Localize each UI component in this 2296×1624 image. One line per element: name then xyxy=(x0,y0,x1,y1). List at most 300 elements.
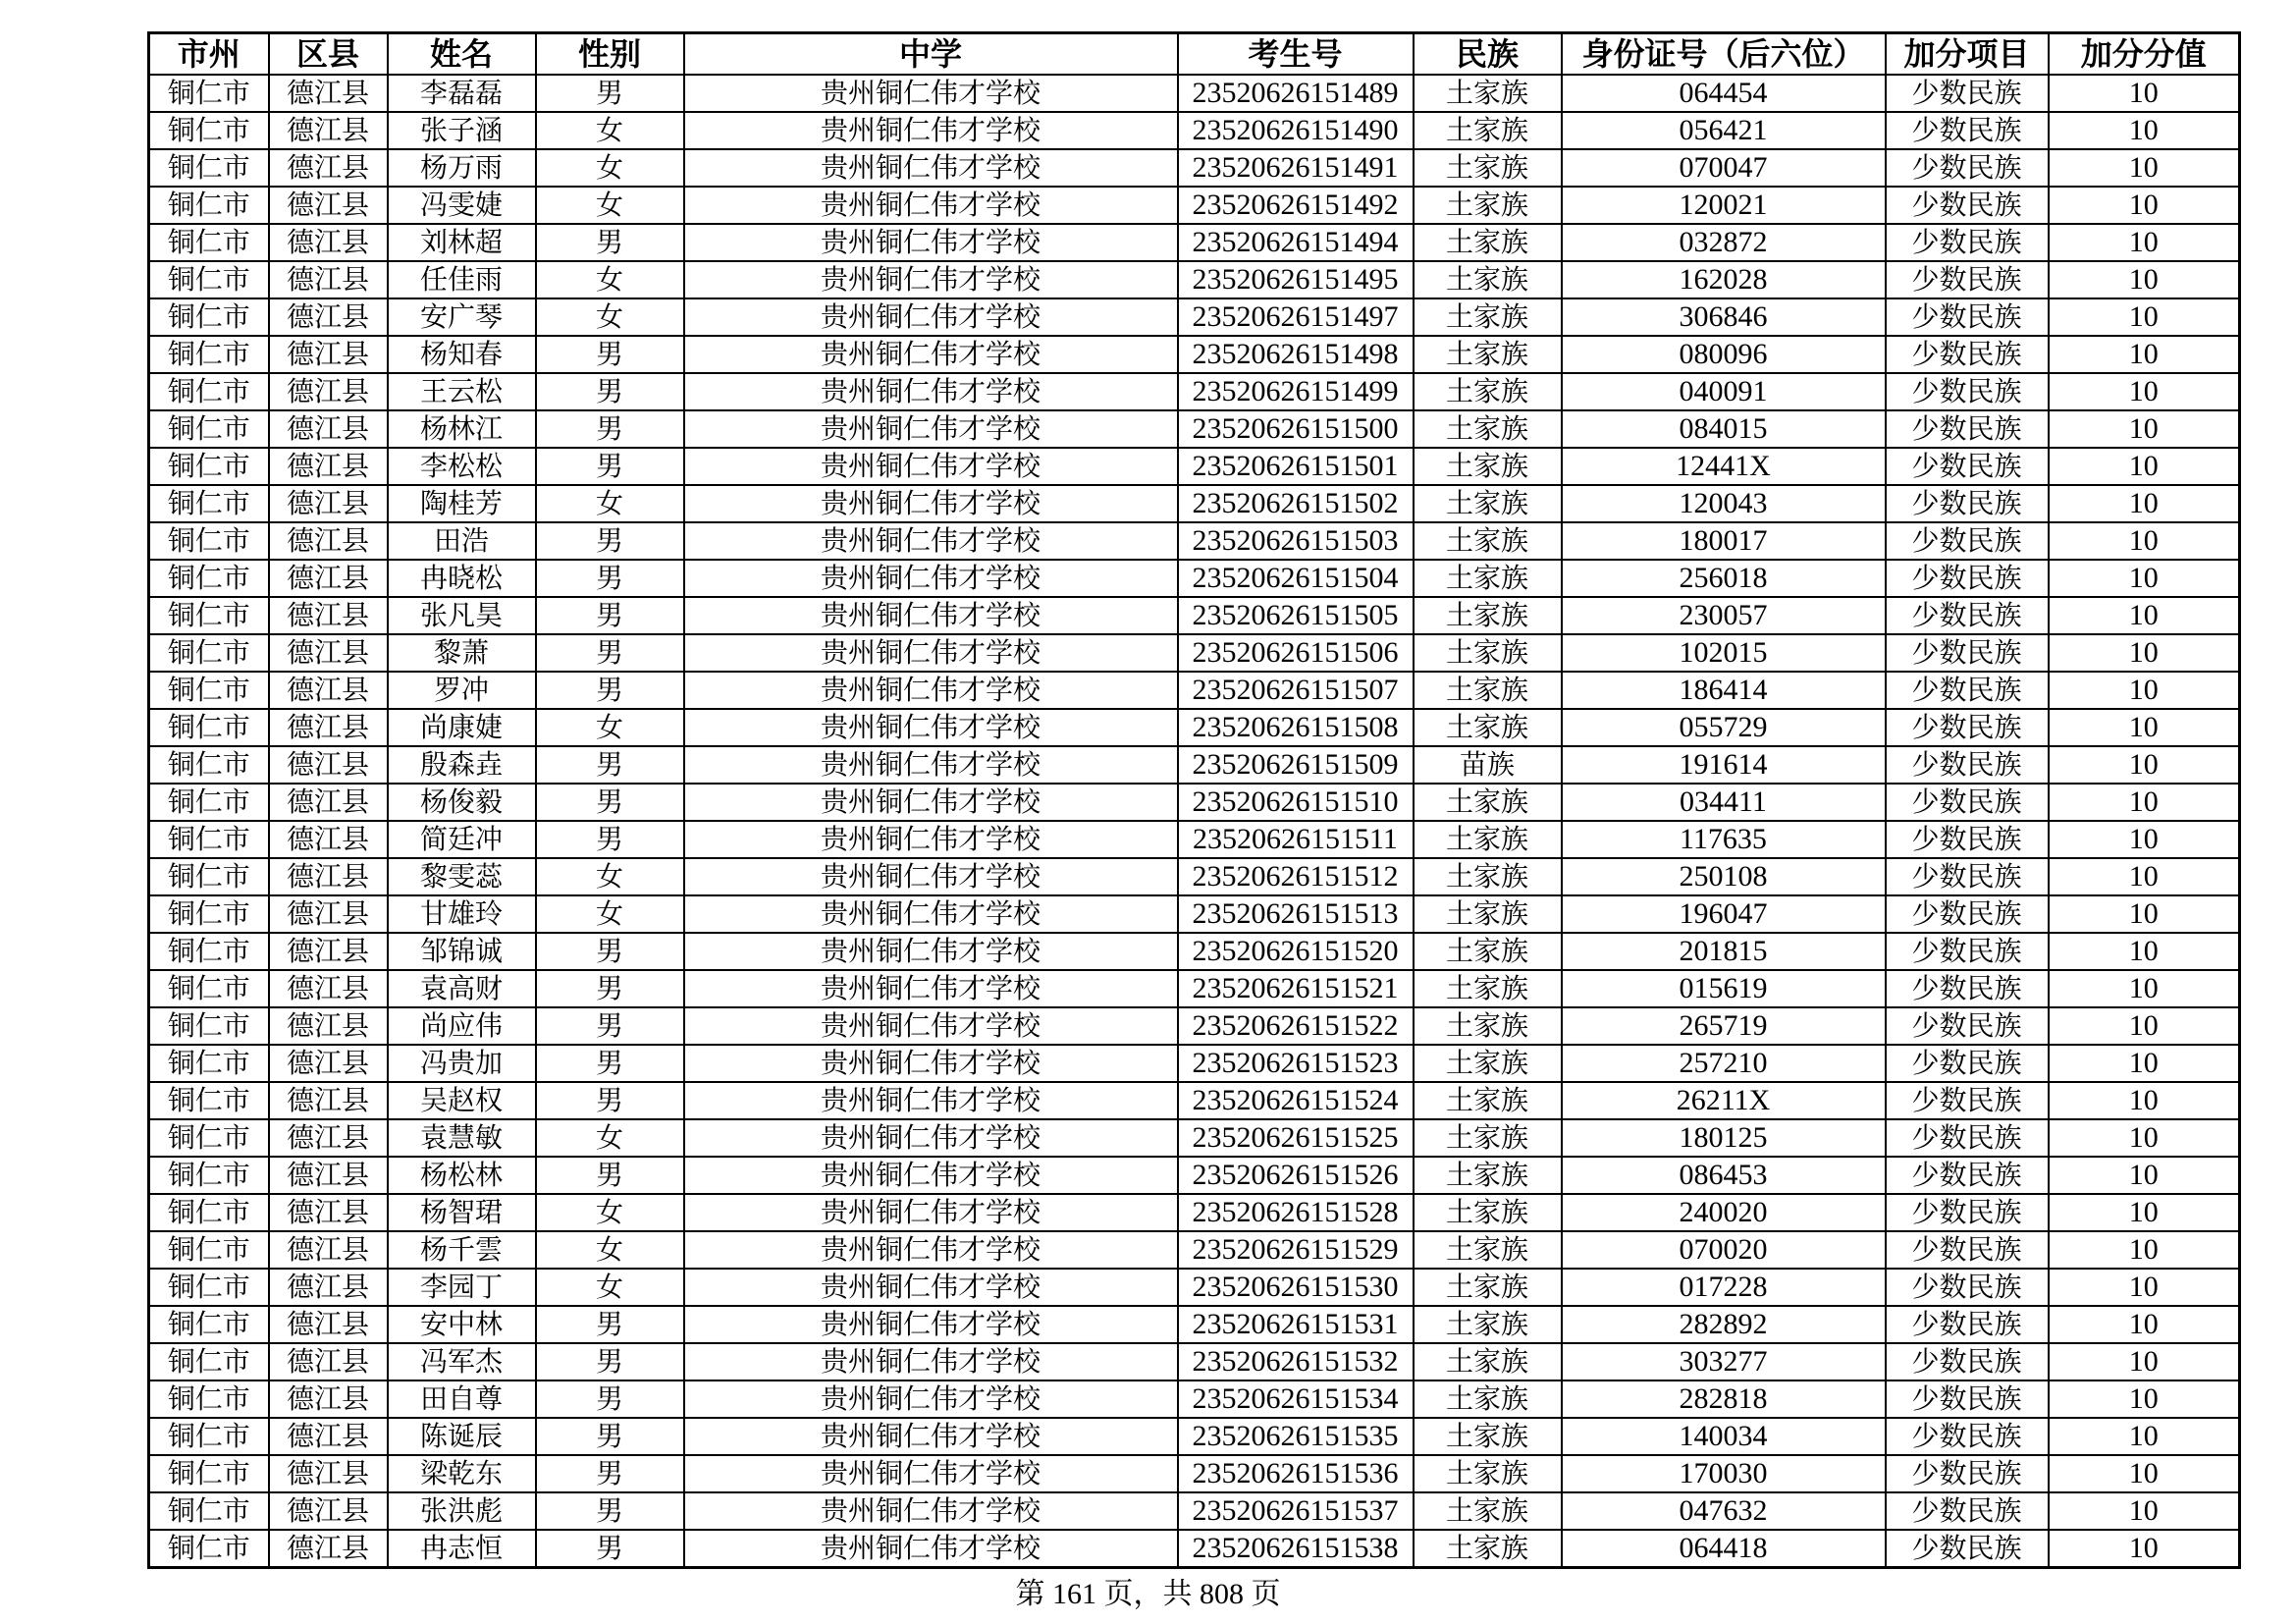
cell-school: 贵州铜仁伟才学校 xyxy=(684,895,1178,933)
cell-ethnicity: 土家族 xyxy=(1414,1455,1562,1492)
cell-school: 贵州铜仁伟才学校 xyxy=(684,1530,1178,1568)
cell-bonus-points: 10 xyxy=(2049,1045,2240,1082)
cell-bonus-item: 少数民族 xyxy=(1886,1343,2049,1380)
cell-exam-number: 23520626151538 xyxy=(1178,1530,1414,1568)
cell-ethnicity: 土家族 xyxy=(1414,1045,1562,1082)
cell-bonus-points: 10 xyxy=(2049,410,2240,448)
cell-school: 贵州铜仁伟才学校 xyxy=(684,672,1178,709)
cell-id-suffix: 180125 xyxy=(1562,1119,1886,1157)
cell-id-suffix: 040091 xyxy=(1562,373,1886,410)
cell-county: 德江县 xyxy=(269,112,388,149)
cell-county: 德江县 xyxy=(269,373,388,410)
cell-exam-number: 23520626151506 xyxy=(1178,634,1414,672)
cell-city: 铜仁市 xyxy=(149,560,269,597)
cell-school: 贵州铜仁伟才学校 xyxy=(684,1455,1178,1492)
cell-exam-number: 23520626151495 xyxy=(1178,261,1414,298)
cell-id-suffix: 257210 xyxy=(1562,1045,1886,1082)
cell-bonus-points: 10 xyxy=(2049,746,2240,784)
table-row xyxy=(149,821,2240,858)
cell-ethnicity: 土家族 xyxy=(1414,261,1562,298)
cell-county: 德江县 xyxy=(269,784,388,821)
cell-county: 德江县 xyxy=(269,970,388,1007)
cell-name: 尚应伟 xyxy=(388,1007,536,1045)
cell-exam-number: 23520626151489 xyxy=(1178,75,1414,112)
cell-exam-number: 23520626151504 xyxy=(1178,560,1414,597)
cell-county: 德江县 xyxy=(269,858,388,895)
cell-id-suffix: 306846 xyxy=(1562,298,1886,336)
table-row xyxy=(149,895,2240,933)
cell-exam-number: 23520626151507 xyxy=(1178,672,1414,709)
table-row xyxy=(149,224,2240,261)
cell-county: 德江县 xyxy=(269,1045,388,1082)
cell-bonus-points: 10 xyxy=(2049,448,2240,485)
cell-id-suffix: 064418 xyxy=(1562,1530,1886,1568)
cell-ethnicity: 土家族 xyxy=(1414,895,1562,933)
cell-id-suffix: 064454 xyxy=(1562,75,1886,112)
cell-county: 德江县 xyxy=(269,298,388,336)
cell-gender: 女 xyxy=(536,261,684,298)
cell-bonus-item: 少数民族 xyxy=(1886,261,2049,298)
cell-school: 贵州铜仁伟才学校 xyxy=(684,261,1178,298)
cell-school: 贵州铜仁伟才学校 xyxy=(684,1157,1178,1194)
table-row xyxy=(149,485,2240,522)
cell-county: 德江县 xyxy=(269,410,388,448)
cell-ethnicity: 土家族 xyxy=(1414,298,1562,336)
cell-ethnicity: 土家族 xyxy=(1414,410,1562,448)
cell-exam-number: 23520626151505 xyxy=(1178,597,1414,634)
cell-name: 安广琴 xyxy=(388,298,536,336)
cell-school: 贵州铜仁伟才学校 xyxy=(684,1007,1178,1045)
cell-city: 铜仁市 xyxy=(149,1231,269,1269)
cell-gender: 男 xyxy=(536,1455,684,1492)
cell-id-suffix: 032872 xyxy=(1562,224,1886,261)
cell-school: 贵州铜仁伟才学校 xyxy=(684,821,1178,858)
cell-bonus-item: 少数民族 xyxy=(1886,1530,2049,1568)
table-row xyxy=(149,112,2240,149)
cell-county: 德江县 xyxy=(269,709,388,746)
cell-id-suffix: 26211X xyxy=(1562,1082,1886,1119)
cell-bonus-points: 10 xyxy=(2049,933,2240,970)
cell-school: 贵州铜仁伟才学校 xyxy=(684,1082,1178,1119)
cell-gender: 男 xyxy=(536,672,684,709)
cell-name: 冯雯婕 xyxy=(388,187,536,224)
score-bonus-table xyxy=(147,31,2241,1569)
cell-gender: 男 xyxy=(536,1530,684,1568)
cell-bonus-points: 10 xyxy=(2049,75,2240,112)
cell-ethnicity: 土家族 xyxy=(1414,1269,1562,1306)
header-city: 市州 xyxy=(149,33,269,76)
current-page-number: 161 xyxy=(1052,1578,1096,1610)
cell-school: 贵州铜仁伟才学校 xyxy=(684,1269,1178,1306)
cell-county: 德江县 xyxy=(269,1380,388,1418)
cell-bonus-points: 10 xyxy=(2049,1194,2240,1231)
cell-name: 罗冲 xyxy=(388,672,536,709)
cell-id-suffix: 086453 xyxy=(1562,1157,1886,1194)
cell-bonus-points: 10 xyxy=(2049,298,2240,336)
cell-county: 德江县 xyxy=(269,1492,388,1530)
cell-county: 德江县 xyxy=(269,1269,388,1306)
cell-bonus-item: 少数民族 xyxy=(1886,672,2049,709)
cell-bonus-item: 少数民族 xyxy=(1886,1380,2049,1418)
cell-name: 冯军杰 xyxy=(388,1343,536,1380)
cell-bonus-item: 少数民族 xyxy=(1886,933,2049,970)
table-row xyxy=(149,298,2240,336)
cell-gender: 女 xyxy=(536,485,684,522)
cell-bonus-item: 少数民族 xyxy=(1886,746,2049,784)
cell-school: 贵州铜仁伟才学校 xyxy=(684,75,1178,112)
cell-name: 杨知春 xyxy=(388,336,536,373)
table-row xyxy=(149,784,2240,821)
cell-exam-number: 23520626151511 xyxy=(1178,821,1414,858)
cell-name: 李园丁 xyxy=(388,1269,536,1306)
cell-city: 铜仁市 xyxy=(149,75,269,112)
cell-city: 铜仁市 xyxy=(149,1045,269,1082)
cell-name: 杨俊毅 xyxy=(388,784,536,821)
cell-city: 铜仁市 xyxy=(149,821,269,858)
cell-exam-number: 23520626151535 xyxy=(1178,1418,1414,1455)
cell-bonus-points: 10 xyxy=(2049,1380,2240,1418)
cell-bonus-points: 10 xyxy=(2049,970,2240,1007)
table-row xyxy=(149,149,2240,187)
cell-exam-number: 23520626151503 xyxy=(1178,522,1414,560)
cell-bonus-points: 10 xyxy=(2049,187,2240,224)
cell-gender: 男 xyxy=(536,933,684,970)
cell-name: 刘林超 xyxy=(388,224,536,261)
cell-bonus-points: 10 xyxy=(2049,224,2240,261)
cell-ethnicity: 土家族 xyxy=(1414,1231,1562,1269)
cell-county: 德江县 xyxy=(269,187,388,224)
cell-ethnicity: 土家族 xyxy=(1414,373,1562,410)
cell-gender: 女 xyxy=(536,709,684,746)
cell-county: 德江县 xyxy=(269,261,388,298)
cell-county: 德江县 xyxy=(269,597,388,634)
cell-name: 袁高财 xyxy=(388,970,536,1007)
cell-gender: 男 xyxy=(536,448,684,485)
cell-city: 铜仁市 xyxy=(149,112,269,149)
table-row xyxy=(149,1082,2240,1119)
table-row xyxy=(149,448,2240,485)
cell-bonus-points: 10 xyxy=(2049,895,2240,933)
cell-bonus-points: 10 xyxy=(2049,709,2240,746)
cell-bonus-points: 10 xyxy=(2049,1306,2240,1343)
cell-school: 贵州铜仁伟才学校 xyxy=(684,1380,1178,1418)
cell-name: 梁乾东 xyxy=(388,1455,536,1492)
cell-ethnicity: 土家族 xyxy=(1414,112,1562,149)
cell-bonus-points: 10 xyxy=(2049,1492,2240,1530)
cell-exam-number: 23520626151491 xyxy=(1178,149,1414,187)
cell-school: 贵州铜仁伟才学校 xyxy=(684,1045,1178,1082)
cell-exam-number: 23520626151494 xyxy=(1178,224,1414,261)
cell-bonus-item: 少数民族 xyxy=(1886,634,2049,672)
cell-id-suffix: 170030 xyxy=(1562,1455,1886,1492)
cell-exam-number: 23520626151534 xyxy=(1178,1380,1414,1418)
cell-ethnicity: 土家族 xyxy=(1414,448,1562,485)
cell-gender: 女 xyxy=(536,895,684,933)
cell-city: 铜仁市 xyxy=(149,1343,269,1380)
cell-name: 田浩 xyxy=(388,522,536,560)
cell-school: 贵州铜仁伟才学校 xyxy=(684,448,1178,485)
cell-city: 铜仁市 xyxy=(149,858,269,895)
cell-id-suffix: 240020 xyxy=(1562,1194,1886,1231)
cell-bonus-item: 少数民族 xyxy=(1886,1119,2049,1157)
cell-bonus-item: 少数民族 xyxy=(1886,485,2049,522)
cell-gender: 男 xyxy=(536,75,684,112)
cell-ethnicity: 土家族 xyxy=(1414,1007,1562,1045)
cell-bonus-points: 10 xyxy=(2049,1343,2240,1380)
cell-school: 贵州铜仁伟才学校 xyxy=(684,373,1178,410)
cell-ethnicity: 苗族 xyxy=(1414,746,1562,784)
cell-city: 铜仁市 xyxy=(149,895,269,933)
header-id-suffix: 身份证号（后六位） xyxy=(1562,33,1886,76)
cell-gender: 女 xyxy=(536,1194,684,1231)
cell-name: 杨林江 xyxy=(388,410,536,448)
cell-school: 贵州铜仁伟才学校 xyxy=(684,224,1178,261)
cell-name: 李磊磊 xyxy=(388,75,536,112)
cell-school: 贵州铜仁伟才学校 xyxy=(684,336,1178,373)
cell-ethnicity: 土家族 xyxy=(1414,709,1562,746)
cell-city: 铜仁市 xyxy=(149,336,269,373)
header-county: 区县 xyxy=(269,33,388,76)
cell-bonus-points: 10 xyxy=(2049,522,2240,560)
cell-school: 贵州铜仁伟才学校 xyxy=(684,298,1178,336)
cell-ethnicity: 土家族 xyxy=(1414,75,1562,112)
cell-ethnicity: 土家族 xyxy=(1414,597,1562,634)
cell-name: 甘雄玲 xyxy=(388,895,536,933)
cell-exam-number: 23520626151498 xyxy=(1178,336,1414,373)
cell-school: 贵州铜仁伟才学校 xyxy=(684,597,1178,634)
cell-gender: 男 xyxy=(536,634,684,672)
cell-bonus-points: 10 xyxy=(2049,1157,2240,1194)
table-row xyxy=(149,336,2240,373)
cell-name: 吴赵权 xyxy=(388,1082,536,1119)
page-footer xyxy=(0,1569,2296,1612)
cell-gender: 女 xyxy=(536,298,684,336)
cell-bonus-points: 10 xyxy=(2049,1455,2240,1492)
cell-name: 尚康婕 xyxy=(388,709,536,746)
cell-bonus-item: 少数民族 xyxy=(1886,895,2049,933)
cell-county: 德江县 xyxy=(269,933,388,970)
cell-ethnicity: 土家族 xyxy=(1414,224,1562,261)
cell-ethnicity: 土家族 xyxy=(1414,1194,1562,1231)
header-school: 中学 xyxy=(684,33,1178,76)
cell-name: 杨松林 xyxy=(388,1157,536,1194)
cell-gender: 男 xyxy=(536,784,684,821)
cell-ethnicity: 土家族 xyxy=(1414,1530,1562,1568)
table-row xyxy=(149,970,2240,1007)
cell-county: 德江县 xyxy=(269,1194,388,1231)
cell-name: 张子涵 xyxy=(388,112,536,149)
cell-county: 德江县 xyxy=(269,1418,388,1455)
cell-name: 杨千雲 xyxy=(388,1231,536,1269)
cell-school: 贵州铜仁伟才学校 xyxy=(684,933,1178,970)
cell-bonus-item: 少数民族 xyxy=(1886,522,2049,560)
cell-name: 张洪彪 xyxy=(388,1492,536,1530)
cell-bonus-points: 10 xyxy=(2049,1418,2240,1455)
cell-gender: 男 xyxy=(536,597,684,634)
cell-gender: 男 xyxy=(536,821,684,858)
cell-exam-number: 23520626151530 xyxy=(1178,1269,1414,1306)
cell-name: 袁慧敏 xyxy=(388,1119,536,1157)
table-row xyxy=(149,1418,2240,1455)
cell-exam-number: 23520626151529 xyxy=(1178,1231,1414,1269)
cell-id-suffix: 015619 xyxy=(1562,970,1886,1007)
cell-ethnicity: 土家族 xyxy=(1414,1418,1562,1455)
cell-exam-number: 23520626151497 xyxy=(1178,298,1414,336)
cell-exam-number: 23520626151509 xyxy=(1178,746,1414,784)
cell-city: 铜仁市 xyxy=(149,485,269,522)
cell-id-suffix: 265719 xyxy=(1562,1007,1886,1045)
cell-exam-number: 23520626151500 xyxy=(1178,410,1414,448)
cell-id-suffix: 017228 xyxy=(1562,1269,1886,1306)
cell-school: 贵州铜仁伟才学校 xyxy=(684,1343,1178,1380)
cell-gender: 男 xyxy=(536,1343,684,1380)
cell-city: 铜仁市 xyxy=(149,1418,269,1455)
table-row xyxy=(149,1343,2240,1380)
cell-bonus-points: 10 xyxy=(2049,373,2240,410)
cell-bonus-points: 10 xyxy=(2049,1231,2240,1269)
cell-id-suffix: 080096 xyxy=(1562,336,1886,373)
cell-exam-number: 23520626151502 xyxy=(1178,485,1414,522)
cell-school: 贵州铜仁伟才学校 xyxy=(684,784,1178,821)
cell-school: 贵州铜仁伟才学校 xyxy=(684,1231,1178,1269)
cell-name: 安中林 xyxy=(388,1306,536,1343)
cell-name: 陈诞辰 xyxy=(388,1418,536,1455)
cell-id-suffix: 055729 xyxy=(1562,709,1886,746)
cell-city: 铜仁市 xyxy=(149,1082,269,1119)
cell-exam-number: 23520626151528 xyxy=(1178,1194,1414,1231)
cell-bonus-item: 少数民族 xyxy=(1886,112,2049,149)
cell-ethnicity: 土家族 xyxy=(1414,970,1562,1007)
cell-city: 铜仁市 xyxy=(149,149,269,187)
cell-id-suffix: 191614 xyxy=(1562,746,1886,784)
cell-name: 黎萧 xyxy=(388,634,536,672)
table-row xyxy=(149,1194,2240,1231)
cell-city: 铜仁市 xyxy=(149,970,269,1007)
cell-bonus-item: 少数民族 xyxy=(1886,1194,2049,1231)
cell-school: 贵州铜仁伟才学校 xyxy=(684,485,1178,522)
table-row xyxy=(149,522,2240,560)
cell-exam-number: 23520626151512 xyxy=(1178,858,1414,895)
cell-county: 德江县 xyxy=(269,1157,388,1194)
cell-city: 铜仁市 xyxy=(149,298,269,336)
cell-bonus-item: 少数民族 xyxy=(1886,1455,2049,1492)
cell-gender: 男 xyxy=(536,560,684,597)
header-gender: 性别 xyxy=(536,33,684,76)
header-exam-number: 考生号 xyxy=(1178,33,1414,76)
cell-school: 贵州铜仁伟才学校 xyxy=(684,149,1178,187)
cell-bonus-points: 10 xyxy=(2049,858,2240,895)
cell-name: 冯贵加 xyxy=(388,1045,536,1082)
cell-exam-number: 23520626151521 xyxy=(1178,970,1414,1007)
cell-school: 贵州铜仁伟才学校 xyxy=(684,1119,1178,1157)
cell-city: 铜仁市 xyxy=(149,709,269,746)
cell-exam-number: 23520626151526 xyxy=(1178,1157,1414,1194)
cell-bonus-item: 少数民族 xyxy=(1886,75,2049,112)
cell-ethnicity: 土家族 xyxy=(1414,821,1562,858)
cell-bonus-item: 少数民族 xyxy=(1886,224,2049,261)
cell-ethnicity: 土家族 xyxy=(1414,634,1562,672)
cell-ethnicity: 土家族 xyxy=(1414,672,1562,709)
cell-bonus-item: 少数民族 xyxy=(1886,709,2049,746)
cell-city: 铜仁市 xyxy=(149,1007,269,1045)
cell-name: 简廷冲 xyxy=(388,821,536,858)
cell-school: 贵州铜仁伟才学校 xyxy=(684,970,1178,1007)
cell-county: 德江县 xyxy=(269,746,388,784)
cell-id-suffix: 102015 xyxy=(1562,634,1886,672)
cell-gender: 男 xyxy=(536,1082,684,1119)
cell-gender: 男 xyxy=(536,746,684,784)
cell-city: 铜仁市 xyxy=(149,746,269,784)
cell-name: 张凡昊 xyxy=(388,597,536,634)
cell-city: 铜仁市 xyxy=(149,634,269,672)
cell-school: 贵州铜仁伟才学校 xyxy=(684,746,1178,784)
cell-school: 贵州铜仁伟才学校 xyxy=(684,858,1178,895)
cell-id-suffix: 140034 xyxy=(1562,1418,1886,1455)
cell-bonus-item: 少数民族 xyxy=(1886,970,2049,1007)
cell-bonus-item: 少数民族 xyxy=(1886,373,2049,410)
cell-county: 德江县 xyxy=(269,1455,388,1492)
cell-school: 贵州铜仁伟才学校 xyxy=(684,560,1178,597)
cell-ethnicity: 土家族 xyxy=(1414,336,1562,373)
cell-county: 德江县 xyxy=(269,634,388,672)
cell-city: 铜仁市 xyxy=(149,933,269,970)
cell-id-suffix: 070047 xyxy=(1562,149,1886,187)
cell-id-suffix: 056421 xyxy=(1562,112,1886,149)
cell-gender: 女 xyxy=(536,149,684,187)
table-row xyxy=(149,1045,2240,1082)
cell-name: 冉志恒 xyxy=(388,1530,536,1568)
cell-county: 德江县 xyxy=(269,1306,388,1343)
cell-ethnicity: 土家族 xyxy=(1414,1306,1562,1343)
cell-name: 黎雯蕊 xyxy=(388,858,536,895)
cell-bonus-points: 10 xyxy=(2049,336,2240,373)
cell-county: 德江县 xyxy=(269,1343,388,1380)
cell-city: 铜仁市 xyxy=(149,187,269,224)
cell-school: 贵州铜仁伟才学校 xyxy=(684,1194,1178,1231)
cell-ethnicity: 土家族 xyxy=(1414,1119,1562,1157)
cell-bonus-points: 10 xyxy=(2049,485,2240,522)
cell-gender: 男 xyxy=(536,1306,684,1343)
cell-city: 铜仁市 xyxy=(149,1492,269,1530)
cell-exam-number: 23520626151532 xyxy=(1178,1343,1414,1380)
header-name: 姓名 xyxy=(388,33,536,76)
cell-exam-number: 23520626151499 xyxy=(1178,373,1414,410)
cell-city: 铜仁市 xyxy=(149,1306,269,1343)
cell-bonus-item: 少数民族 xyxy=(1886,1231,2049,1269)
cell-bonus-item: 少数民族 xyxy=(1886,560,2049,597)
cell-id-suffix: 282818 xyxy=(1562,1380,1886,1418)
cell-ethnicity: 土家族 xyxy=(1414,485,1562,522)
cell-exam-number: 23520626151492 xyxy=(1178,187,1414,224)
cell-gender: 男 xyxy=(536,373,684,410)
table-row xyxy=(149,858,2240,895)
cell-exam-number: 23520626151523 xyxy=(1178,1045,1414,1082)
cell-city: 铜仁市 xyxy=(149,448,269,485)
cell-bonus-item: 少数民族 xyxy=(1886,1269,2049,1306)
cell-gender: 男 xyxy=(536,336,684,373)
cell-ethnicity: 土家族 xyxy=(1414,1343,1562,1380)
cell-school: 贵州铜仁伟才学校 xyxy=(684,112,1178,149)
cell-name: 李松松 xyxy=(388,448,536,485)
cell-school: 贵州铜仁伟才学校 xyxy=(684,187,1178,224)
cell-city: 铜仁市 xyxy=(149,224,269,261)
header-ethnicity: 民族 xyxy=(1414,33,1562,76)
cell-county: 德江县 xyxy=(269,485,388,522)
cell-ethnicity: 土家族 xyxy=(1414,1157,1562,1194)
cell-ethnicity: 土家族 xyxy=(1414,149,1562,187)
cell-bonus-item: 少数民族 xyxy=(1886,1082,2049,1119)
cell-name: 田自尊 xyxy=(388,1380,536,1418)
